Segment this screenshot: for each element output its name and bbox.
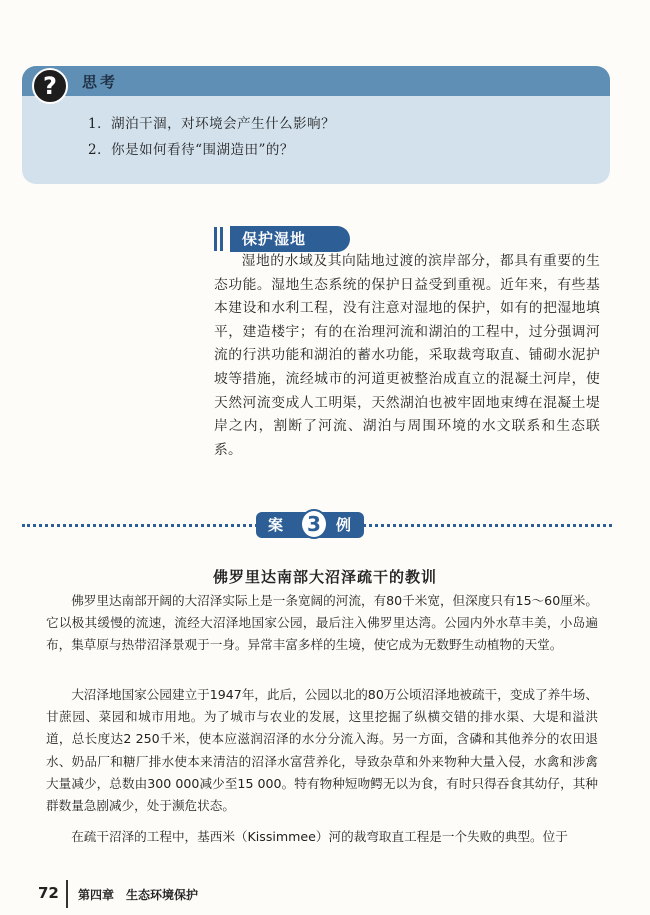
section-bars-decoration xyxy=(214,227,226,251)
case-badge xyxy=(256,512,364,538)
case-badge-left: 案 xyxy=(268,516,284,534)
page-number: 72 xyxy=(38,884,59,902)
think-question-2: 2．你是如何看待“围湖造田”的？ xyxy=(88,142,294,158)
question-icon: ? xyxy=(32,68,68,104)
footer-divider xyxy=(66,880,68,908)
think-title: 思考 xyxy=(82,73,119,91)
think-question-1: 1．湖泊干涸，对环境会产生什么影响？ xyxy=(88,116,336,132)
section-title: 保护湿地 xyxy=(230,226,350,252)
think-box xyxy=(22,66,610,184)
chapter-title: 第四章 生态环境保护 xyxy=(78,888,199,902)
case-badge-number: 3 xyxy=(300,509,328,539)
case-badge-right: 例 xyxy=(336,516,352,534)
case-paragraph-2: 大沼泽地国家公园建立于1947年，此后，公园以北的80万公顷沼泽地被疏干，变成了养牛场、甘蔗园、菜园和城市用地。为了城市与农业的发展，这里挖掘了纵横交错的排水渠、大堤和溢洪道，总长度达2 250千米，使本应滋润沼泽的水分分流入海。另一方面，含磷和其他养分的农田退水、奶品厂和糖厂排水使本来清洁的沼泽水富营养化，导致杂草和外来物种大量入侵，水禽和涉禽大量减少，总数由300 000减少至15 000。特有物种短吻鳄无以为食，有时只得吞食其幼仔，其种群数量急剧减少，处于濒危状态。 xyxy=(46,687,598,814)
case-paragraph-1: 佛罗里达南部开阔的大沼泽实际上是一条宽阔的河流，有80千米宽，但深度只有15～60厘米。它以极其缓慢的流速，流经大沼泽地国家公园，最后注入佛罗里达湾。公园内外水草丰美，小岛遍布，集草原与热带沼泽景观于一身。异常丰富多样的生境，使它成为无数野生动植物的天堂。 xyxy=(46,593,598,653)
section-body: 湿地的水域及其向陆地过渡的滨岸部分，都具有重要的生态功能。湿地生态系统的保护日益受到重视。近年来，有些基本建设和水利工程，没有注意对湿地的保护，如有的把湿地填平，建造楼宇；有的在治理河流和湖泊的工程中，过分强调河流的行洪功能和湖泊的蓄水功能，采取裁弯取直、铺砌水泥护坡等措施，流经城市的河道更被整治成直立的混凝土河岸，使天然河流变成人工明渠，天然湖泊也被牢固地束缚在混凝土堤岸之内，割断了河流、湖泊与周围环境的水文联系和生态联系。 xyxy=(214,253,600,458)
case-title: 佛罗里达南部大沼泽疏干的教训 xyxy=(212,568,437,586)
case-paragraph-3: 在疏干沼泽的工程中，基西米（Kissimmee）河的裁弯取直工程是一个失败的典型。位于 xyxy=(71,829,568,844)
